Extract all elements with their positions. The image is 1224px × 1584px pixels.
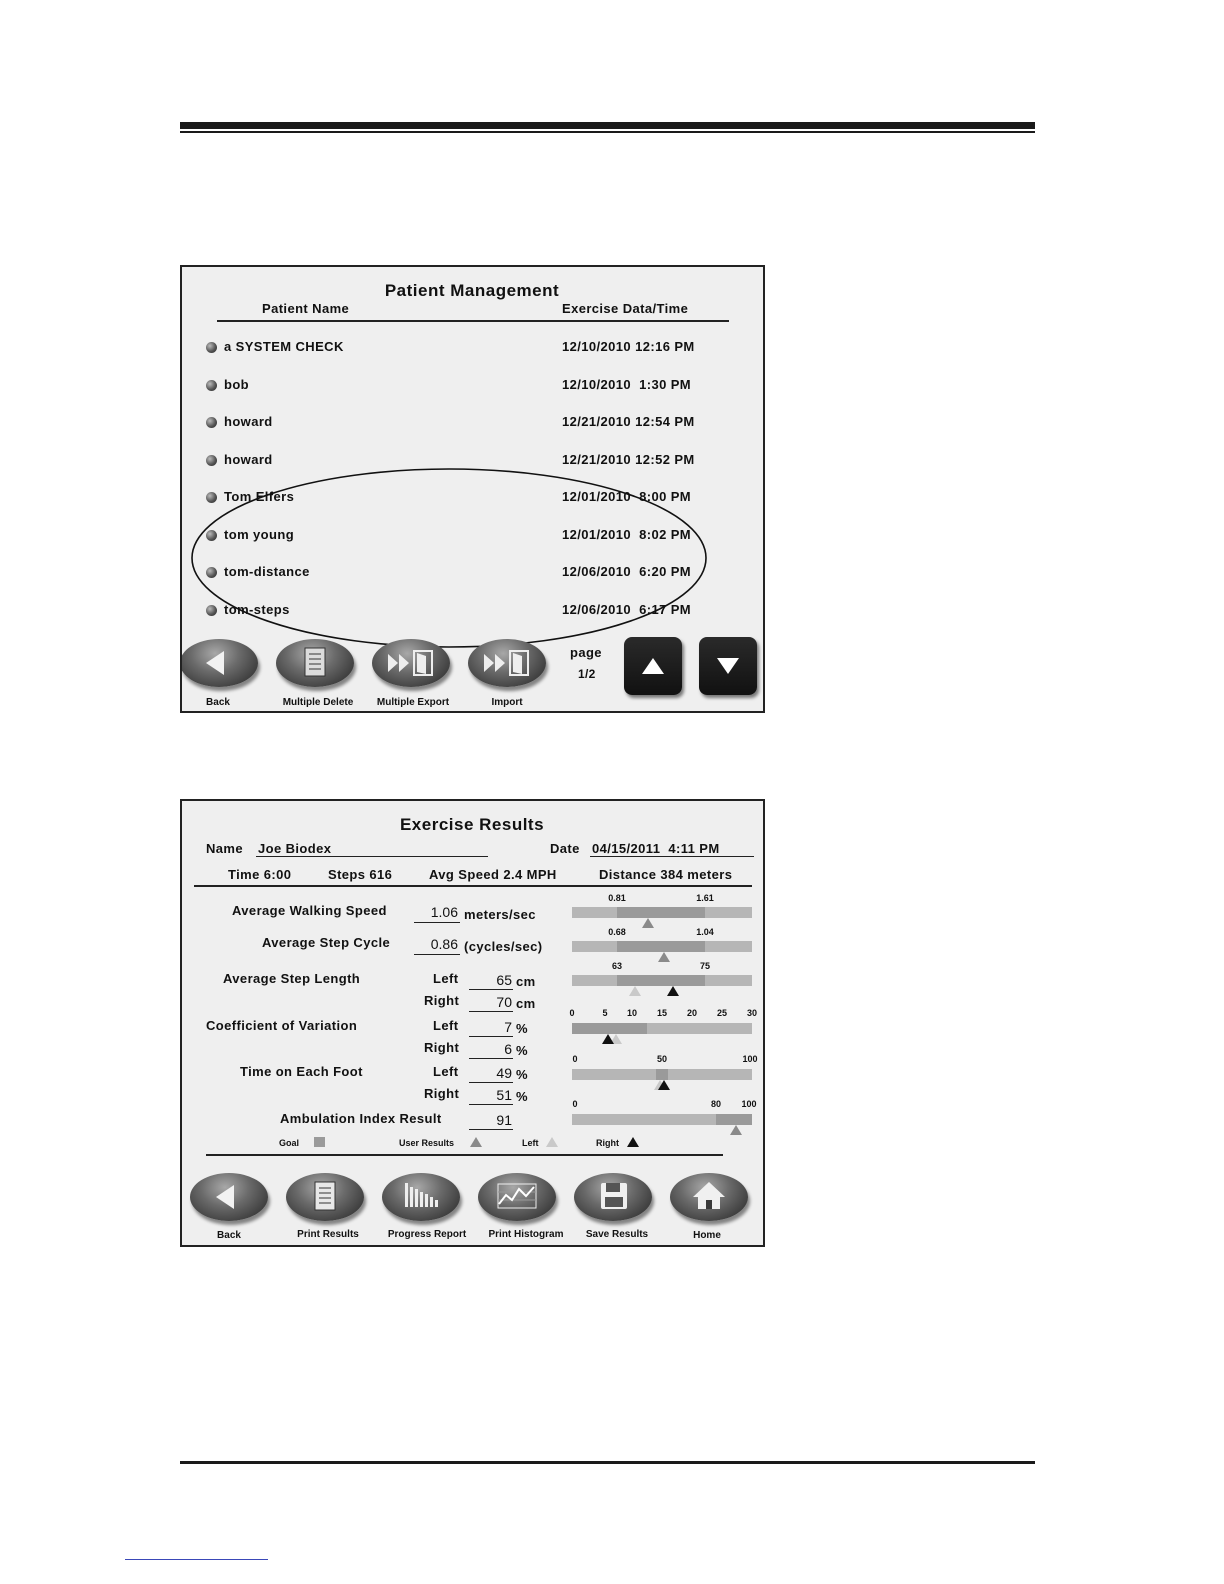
walking-speed-underline	[414, 922, 460, 923]
patient-name: tom-steps	[224, 601, 290, 617]
cov-unit-right: %	[516, 1043, 528, 1058]
exercise-datetime: 12/06/2010 6:20 PM	[562, 564, 692, 579]
exercise-datetime: 12/21/2010 12:54 PM	[562, 414, 695, 429]
print-histogram-label: Print Histogram	[488, 1229, 564, 1240]
walking-speed-unit: meters/sec	[464, 907, 536, 922]
time-on-foot-left-value: 49	[496, 1065, 512, 1081]
print-results-label: Print Results	[297, 1229, 359, 1240]
walking-speed-bar	[572, 907, 752, 918]
time-on-foot-left-underline	[469, 1082, 513, 1083]
scale-tick-label: 0	[569, 1008, 575, 1018]
import-button[interactable]	[468, 639, 546, 687]
time-on-foot-right-underline	[469, 1104, 513, 1105]
scale-tick-label: 20	[686, 1008, 698, 1018]
scale-tick-label: 50	[656, 1054, 668, 1064]
cov-bar	[572, 1023, 752, 1034]
column-header-exercise-date[interactable]: Exercise Data/Time	[562, 301, 689, 316]
home-button[interactable]	[670, 1173, 748, 1221]
scale-tick-label: 10	[626, 1008, 638, 1018]
floppy-disk-icon	[574, 1173, 652, 1221]
multiple-delete-label: Multiple Delete	[282, 697, 354, 708]
progress-report-label: Progress Report	[387, 1229, 467, 1240]
time-on-foot-unit-left: %	[516, 1067, 528, 1082]
patient-name: tom young	[224, 526, 295, 542]
ambulation-index-value: 91	[496, 1112, 512, 1128]
walking-speed-value: 1.06	[430, 904, 458, 920]
back-arrow-icon	[180, 639, 258, 687]
cov-right-marker	[602, 1034, 614, 1044]
column-header-patient-name[interactable]: Patient Name	[262, 301, 350, 316]
cov-unit-left: %	[516, 1021, 528, 1036]
legend-user-label: User Results	[399, 1138, 455, 1148]
step-cycle-value: 0.86	[430, 936, 458, 952]
legend-divider	[206, 1154, 723, 1156]
step-length-goal-zone	[617, 975, 705, 986]
home-icon	[670, 1173, 748, 1221]
back-arrow-icon	[190, 1173, 268, 1221]
exercise-datetime: 12/10/2010 12:16 PM	[562, 339, 695, 354]
step-cycle-goal-low: 0.68	[608, 927, 626, 937]
walking-speed-goal-zone	[617, 907, 705, 918]
step-length-left-label: Left	[433, 971, 459, 986]
exercise-datetime: 12/10/2010 1:30 PM	[562, 376, 692, 392]
step-length-label: Average Step Length	[223, 971, 361, 986]
legend-right-label: Right	[596, 1138, 619, 1148]
import-label: Import	[491, 697, 523, 708]
legend-left-triangle-icon	[546, 1137, 558, 1147]
walking-speed-user-marker	[642, 918, 654, 928]
exercise-datetime: 12/06/2010 6:17 PM	[562, 601, 692, 617]
summary-distance: Distance 384 meters	[599, 867, 733, 882]
ambulation-user-marker	[730, 1125, 742, 1135]
document-icon	[286, 1173, 364, 1221]
cov-right-label: Right	[424, 1040, 460, 1055]
time-on-foot-right-marker	[658, 1080, 670, 1090]
patient-name: howard	[224, 451, 273, 467]
date-value: 04/15/2011 4:11 PM	[592, 841, 720, 856]
ambulation-goal-zone	[716, 1114, 752, 1125]
step-cycle-goal-high: 1.04	[696, 927, 714, 937]
cov-goal-zone	[572, 1023, 647, 1034]
patient-name: Tom Elfers	[224, 489, 295, 504]
save-results-label: Save Results	[585, 1229, 649, 1240]
step-length-unit-right: cm	[516, 996, 536, 1011]
step-length-right-label: Right	[424, 993, 460, 1008]
line-graph-icon	[478, 1173, 556, 1221]
step-length-unit-left: cm	[516, 974, 536, 989]
multiple-export-button[interactable]	[372, 639, 450, 687]
page-title: Exercise Results	[399, 815, 545, 834]
print-results-button[interactable]	[286, 1173, 364, 1221]
down-arrow-icon	[699, 637, 757, 695]
back-button-label: Back	[206, 697, 230, 708]
scale-tick-label: 25	[716, 1008, 728, 1018]
legend-goal-swatch	[314, 1137, 325, 1147]
page-up-button[interactable]	[624, 637, 682, 695]
time-on-foot-bar	[572, 1069, 752, 1080]
name-value: Joe Biodex	[258, 841, 332, 856]
exercise-datetime: 12/01/2010 8:02 PM	[562, 526, 692, 542]
step-length-right-underline	[469, 1011, 513, 1012]
time-on-foot-label: Time on Each Foot	[240, 1064, 363, 1079]
exercise-results-screen	[180, 799, 765, 1247]
export-door-icon	[372, 639, 450, 687]
multiple-export-label: Multiple Export	[376, 697, 450, 708]
step-cycle-user-marker	[658, 952, 670, 962]
page-label: page	[570, 645, 602, 660]
walking-speed-goal-low: 0.81	[608, 893, 626, 903]
back-button-label: Back	[217, 1230, 241, 1241]
name-label: Name	[206, 841, 244, 856]
cov-left-underline	[469, 1036, 513, 1037]
summary-avg-speed: Avg Speed 2.4 MPH	[429, 867, 557, 882]
page-indicator: 1/2	[578, 667, 596, 681]
patient-name: tom-distance	[224, 564, 310, 579]
walking-speed-label: Average Walking Speed	[232, 903, 387, 918]
step-length-right-value: 70	[496, 994, 512, 1010]
legend-right-triangle-icon	[627, 1137, 639, 1147]
cov-label: Coefficient of Variation	[206, 1018, 358, 1033]
header-rule-thin	[180, 131, 1035, 133]
progress-report-button[interactable]	[382, 1173, 460, 1221]
step-length-left-underline	[469, 989, 513, 990]
cov-right-underline	[469, 1058, 513, 1059]
scale-tick-label: 80	[710, 1099, 722, 1109]
ambulation-index-underline	[469, 1129, 513, 1130]
step-length-left-value: 65	[496, 972, 512, 988]
patient-management-screen	[180, 265, 765, 713]
step-cycle-bar	[572, 941, 752, 952]
time-on-foot-right-label: Right	[424, 1086, 460, 1101]
patient-name: a SYSTEM CHECK	[224, 339, 344, 354]
scale-tick-label: 100	[742, 1054, 758, 1064]
step-length-right-marker	[667, 986, 679, 996]
step-length-goal-low: 63	[611, 961, 623, 971]
name-underline	[256, 856, 488, 857]
step-cycle-goal-zone	[617, 941, 705, 952]
step-cycle-underline	[414, 954, 460, 955]
back-button[interactable]	[180, 639, 258, 687]
back-button[interactable]	[190, 1173, 268, 1221]
multiple-delete-icon	[276, 639, 354, 687]
up-arrow-icon	[624, 637, 682, 695]
legend-left-label: Left	[522, 1138, 539, 1148]
scale-tick-label: 15	[656, 1008, 668, 1018]
summary-divider	[194, 885, 752, 887]
time-on-foot-left-label: Left	[433, 1064, 459, 1079]
footnote-rule	[125, 1559, 268, 1560]
walking-speed-goal-high: 1.61	[696, 893, 714, 903]
step-cycle-label: Average Step Cycle	[262, 935, 391, 950]
bar-chart-icon	[382, 1173, 460, 1221]
print-histogram-button[interactable]	[478, 1173, 556, 1221]
legend-user-triangle-icon	[470, 1137, 482, 1147]
time-on-foot-right-value: 51	[496, 1087, 512, 1103]
scale-tick-label: 0	[572, 1054, 578, 1064]
step-cycle-unit: (cycles/sec)	[464, 939, 543, 954]
cov-left-label: Left	[433, 1018, 459, 1033]
multiple-delete-button[interactable]	[276, 639, 354, 687]
scale-tick-label: 100	[741, 1099, 757, 1109]
home-label: Home	[693, 1230, 721, 1241]
header-rule-thick	[180, 122, 1035, 129]
patient-name: howard	[224, 414, 273, 429]
exercise-datetime: 12/21/2010 12:52 PM	[562, 451, 695, 467]
footer-rule	[180, 1461, 1035, 1464]
ambulation-bar	[572, 1114, 752, 1125]
time-on-foot-unit-right: %	[516, 1089, 528, 1104]
ambulation-index-label: Ambulation Index Result	[280, 1111, 442, 1126]
legend-goal-label: Goal	[279, 1138, 300, 1148]
step-length-left-marker	[629, 986, 641, 996]
patient-name: bob	[224, 376, 250, 392]
time-on-foot-goal-zone	[656, 1069, 668, 1080]
save-results-button[interactable]	[574, 1173, 652, 1221]
step-length-bar	[572, 975, 752, 986]
summary-time: Time 6:00	[228, 867, 292, 882]
scale-tick-label: 0	[572, 1099, 578, 1109]
page-down-button[interactable]	[699, 637, 757, 695]
scale-tick-label: 5	[602, 1008, 608, 1018]
import-door-icon	[468, 639, 546, 687]
page-title: Patient Management	[384, 281, 560, 300]
scale-tick-label: 30	[746, 1008, 758, 1018]
cov-left-value: 7	[504, 1019, 512, 1035]
date-underline	[590, 856, 754, 857]
step-length-goal-high: 75	[699, 961, 711, 971]
summary-steps: Steps 616	[328, 867, 393, 882]
date-label: Date	[550, 841, 580, 856]
cov-right-value: 6	[504, 1041, 512, 1057]
exercise-datetime: 12/01/2010 8:00 PM	[562, 489, 692, 504]
